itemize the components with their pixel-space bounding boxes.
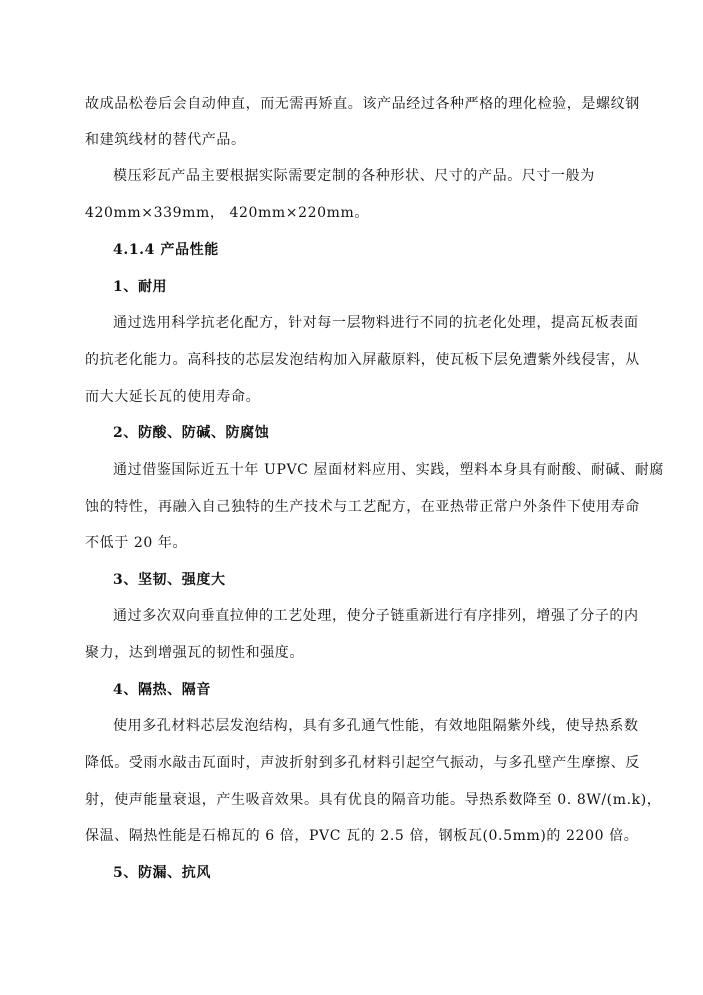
body-text-line: 蚀的特性，再融入自己独特的生产技术与工艺配方，在亚热带正常户外条件下使用寿命 [85,499,640,515]
body-text-line: 故成品松卷后会自动伸直，而无需再矫直。该产品经过各种严格的理化检验，是螺纹钢 [85,96,640,112]
body-text-line: 模压彩瓦产品主要根据实际需要定制的各种形状、尺寸的产品。尺寸一般为 [113,168,595,184]
section-heading: 4.1.4 产品性能 [113,242,219,258]
body-text-line: 降低。受雨水敲击瓦面时，声波折射到多孔材料引起空气振动，与多孔壁产生摩擦、反 [85,755,640,771]
subsection-heading: 3、坚韧、强度大 [113,572,226,588]
body-text-line: 和建筑线材的替代产品。 [85,132,246,148]
body-text-line: 聚力，达到增强瓦的韧性和强度。 [85,645,304,661]
body-text-line: 的抗老化能力。高科技的芯层发泡结构加入屏蔽原料，使瓦板下层免遭紫外线侵害，从 [85,352,640,368]
body-text-line: 而大大延长瓦的使用寿命。 [85,389,261,405]
body-text-line: 420mm×339mm， 420mm×220mm。 [85,205,370,221]
subsection-heading: 2、防酸、防碱、防腐蚀 [113,425,270,441]
body-text-line: 保温、隔热性能是石棉瓦的 6 倍，PVC 瓦的 2.5 倍，钢板瓦(0.5mm)的 2200 倍。 [85,828,639,844]
body-text-line: 射，使声能量衰退，产生吸音效果。具有优良的隔音功能。导热系数降至 0. 8W/(m.k)， [85,792,662,808]
subsection-heading: 4、隔热、隔音 [113,682,211,698]
body-text-line: 通过多次双向垂直拉伸的工艺处理，使分子链重新进行有序排列，增强了分子的内 [113,608,639,624]
subsection-heading: 5、防漏、抗风 [113,865,211,881]
body-text-line: 通过选用科学抗老化配方，针对每一层物料进行不同的抗老化处理，提高瓦板表面 [113,315,639,331]
body-text-line: 不低于 20 年。 [85,535,188,551]
body-text-line: 通过借鉴国际近五十年 UPVC 屋面材料应用、实践，塑料本身具有耐酸、耐碱、耐腐 [113,462,664,478]
body-text-line: 使用多孔材料芯层发泡结构，具有多孔通气性能，有效地阻隔紫外线，使导热系数 [113,718,639,734]
subsection-heading: 1、耐用 [113,279,168,295]
